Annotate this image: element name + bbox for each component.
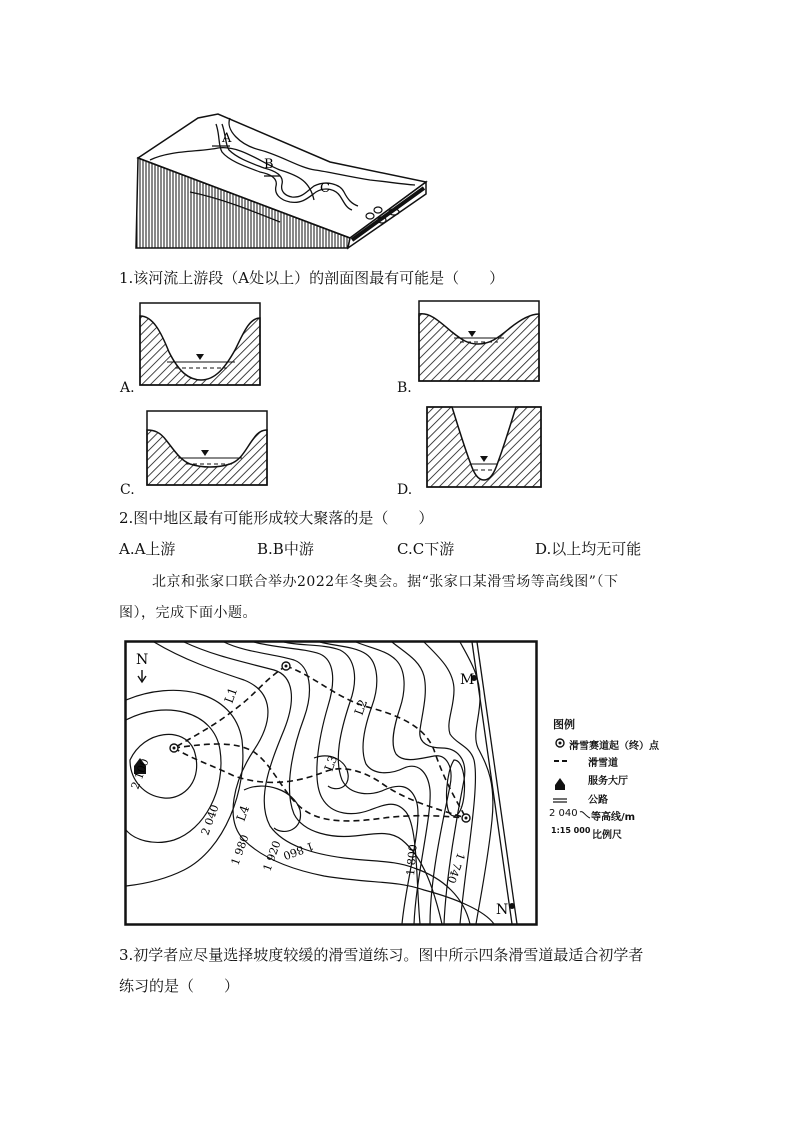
run-l3-label: L3 [321,753,341,774]
point-n-label: N [496,902,509,918]
legend-symbols [553,735,567,855]
option-d-label: D. [397,482,413,498]
label-b: B [264,157,274,172]
label-c: C [320,181,330,196]
intro-line-1: 北京和张家口联合举办2022年冬奥会。据“张家口某滑雪场等高线图”（下 [152,574,619,590]
legend-contour: 等高线/m [591,812,636,823]
legend-scale-sample: 1:15 000 [551,826,591,835]
option-a-label: A. [120,380,135,396]
choice-b: B.B中游 [257,540,314,558]
legend-contour-sample: 2 040 [549,808,578,819]
contour-label: 1 980 [228,832,252,868]
run-l4-label: L4 [233,803,253,824]
legend-ski-run: 滑雪道 [588,758,618,769]
legend-road: 公路 [588,795,608,806]
point-m-label: M [460,672,475,688]
contour-label: 1 860 [281,839,316,863]
question-2-stem: 2.图中地区最有可能形成较大聚落的是（ ） [119,509,434,527]
contour-label: 1 800 [404,843,420,877]
legend-contour-symbol [579,808,591,822]
contour-label: 2 040 [198,802,222,838]
legend-service-hall: 服务大厅 [588,776,628,787]
contour-label: 2 100 [128,756,152,792]
legend-title: 图例 [553,718,575,731]
option-b-label: B. [397,380,412,396]
profile-b-diagram [418,300,540,382]
profile-d-diagram [426,406,542,488]
choice-d: D.以上均无可能 [535,540,642,558]
option-c-label: C. [120,482,135,498]
question-3-line-1: 3.初学者应尽量选择坡度较缓的滑雪道练习。图中所示四条滑雪道最适合初学者 [119,946,644,964]
run-l1-label: L1 [221,685,241,706]
profile-c-diagram [146,410,268,486]
question-1-stem: 1.该河流上游段（A处以上）的剖面图最有可能是（ ） [119,269,505,287]
label-a: A [222,131,232,146]
contour-label: 1 920 [260,838,284,874]
legend-scale: 比例尺 [592,830,622,841]
run-l2-label: L2 [351,697,371,718]
profile-a-diagram [139,302,261,386]
contour-label: 1 740 [444,850,468,886]
question-3-line-2: 练习的是（ ） [119,977,240,995]
choice-c: C.C下游 [397,540,455,558]
legend-start-end: 滑雪赛道起（终）点 [569,741,659,752]
choice-a: A.A上游 [119,540,176,558]
river-block-diagram [130,110,430,252]
intro-line-2: 图），完成下面小题。 [119,605,257,621]
north-label: N [136,652,149,668]
ski-resort-contour-map [124,640,538,926]
